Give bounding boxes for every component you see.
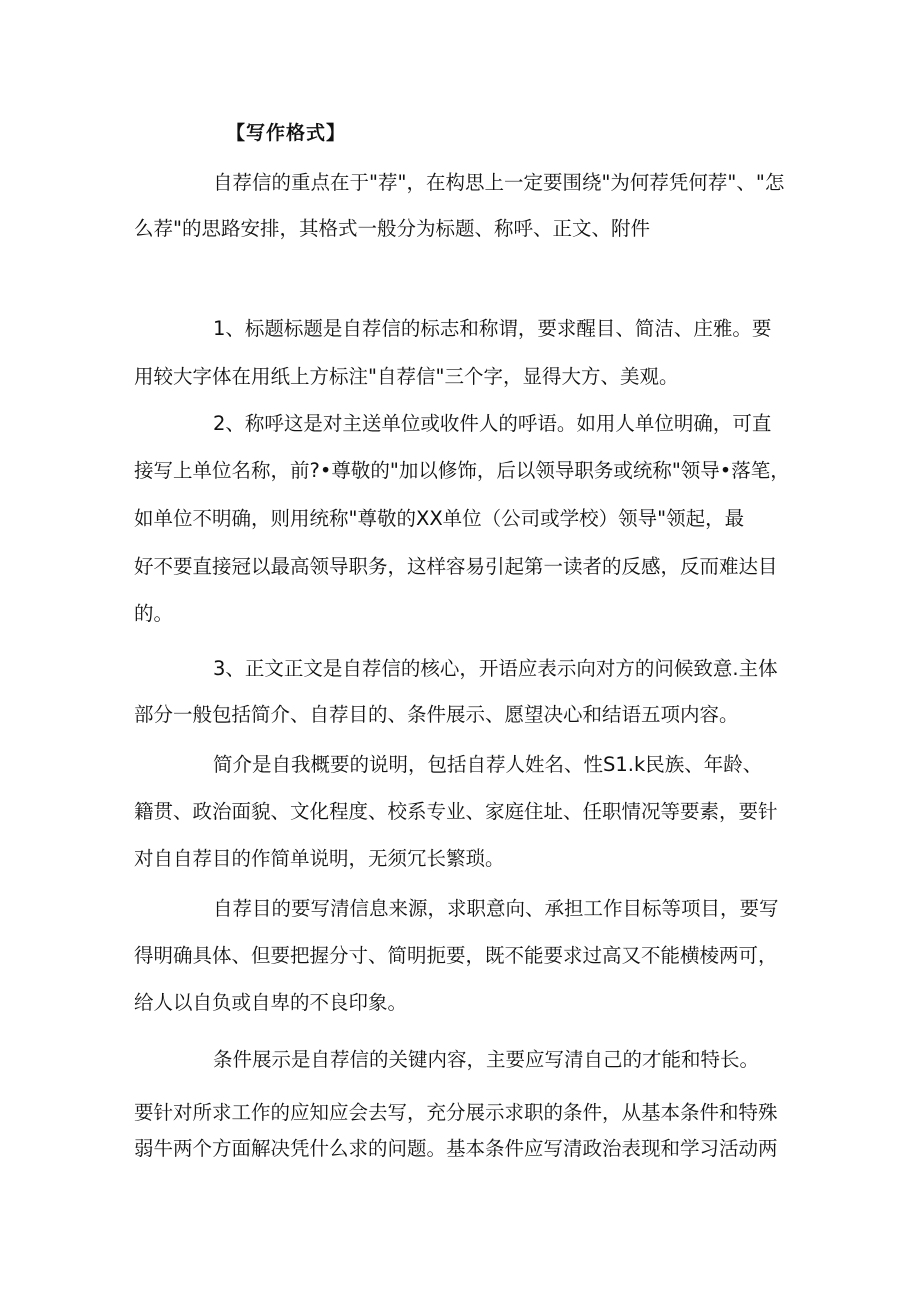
text-line: 么荐"的思路安排，其格式一般分为标题、称呼、正文、附件	[134, 217, 650, 240]
section-heading: 【写作格式】	[226, 122, 347, 144]
text-line: 用较大字体在用纸上方标注"自荐信"三个字，显得大方、美观。	[134, 365, 679, 388]
text-line: 2、称呼这是对主送单位或收件人的呼语。如用人单位明确，可直	[213, 412, 772, 435]
text-line: 的。	[134, 602, 174, 625]
text-line: 好不要直接冠以最高领导职务，这样容易引起第一读者的反感，反而难达目	[134, 555, 778, 578]
text-line: 自荐目的要写清信息来源，求职意向、承担工作目标等项目，要写	[213, 897, 779, 920]
text-line: 简介是自我概要的说明，包括自荐人姓名、性S1.k民族、年龄、	[213, 753, 763, 776]
text-line: 条件展示是自荐信的关键内容，主要应写清自己的才能和特长。	[213, 1048, 760, 1071]
text-line: 自荐信的重点在于"荐"，在构思上一定要围绕"为何荐凭何荐"、"怎	[213, 171, 785, 194]
text-line: 3、正文正文是自荐信的核心，开语应表示向对方的问候致意.主体	[213, 657, 778, 680]
text-line: 籍贯、政治面貌、文化程度、校系专业、家庭住址、任职情况等要素，要针	[134, 800, 778, 823]
text-line: 弱牛两个方面解决凭什么求的问题。基本条件应写清政治表现和学习活动两	[134, 1137, 778, 1160]
text-line: 要针对所求工作的应知应会去写，充分展示求职的条件，从基本条件和特殊	[134, 1101, 778, 1124]
text-line: 如单位不明确，则用统称"尊敬的XX单位（公司或学校）领导"领起，最	[134, 507, 745, 530]
text-line: 得明确具体、但要把握分寸、简明扼要，既不能要求过高又不能横棱两可，	[134, 944, 778, 967]
text-line: 1、标题标题是自荐信的标志和称谓，要求醒目、简洁、庄雅。要	[213, 317, 772, 340]
text-line: 对自自荐目的作简单说明，无须冗长繁琐。	[134, 847, 505, 870]
text-line: 接写上单位名称，前?•尊敬的"加以修饰，后以领导职务或统称"领导•落笔，	[134, 459, 790, 482]
text-line: 部分一般包括简介、自荐目的、条件展示、愿望决心和结语五项内容。	[134, 703, 739, 726]
text-line: 给人以自负或自卑的不良印象。	[134, 991, 408, 1014]
